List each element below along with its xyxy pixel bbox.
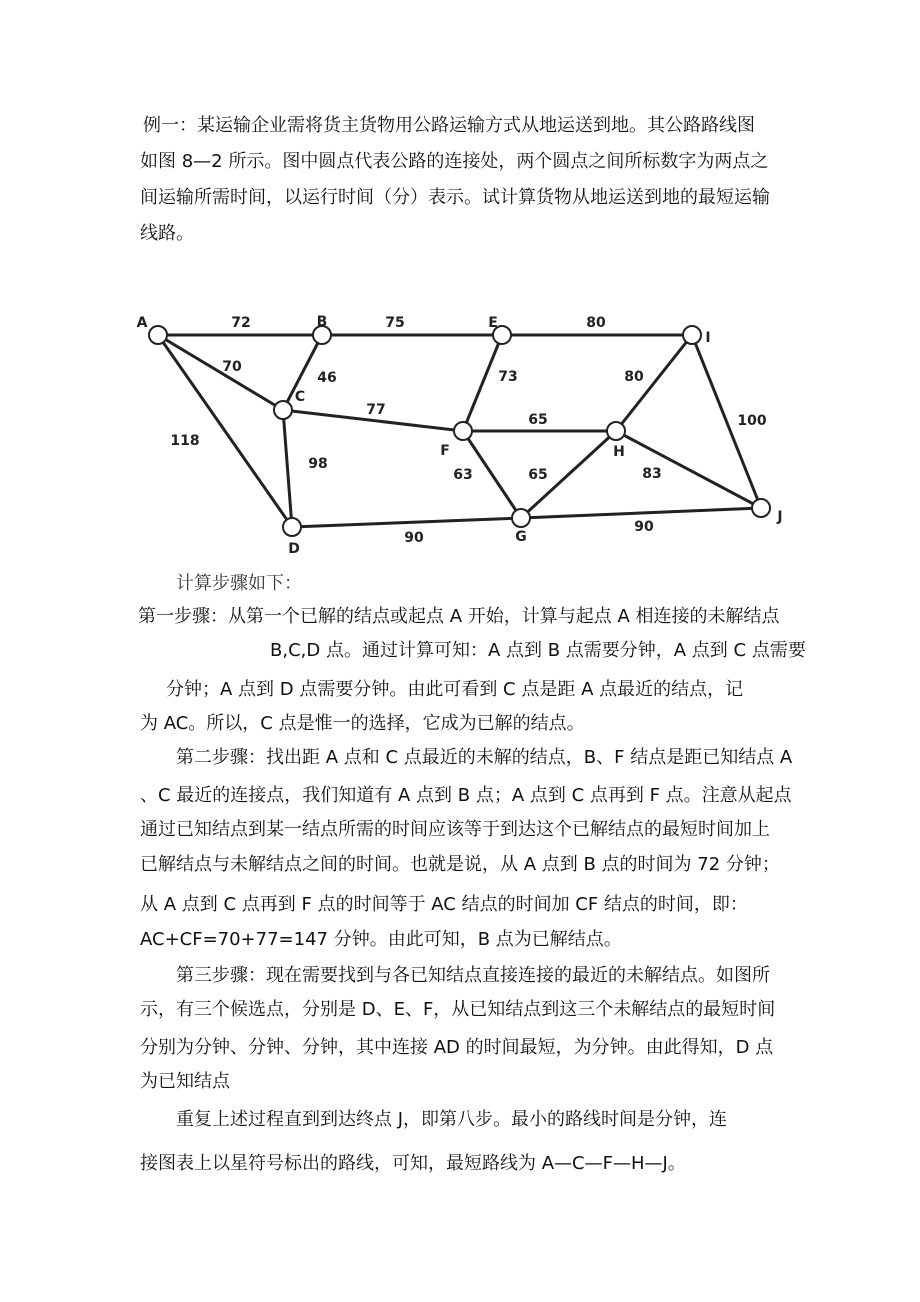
- edge-weight-D-G: 90: [404, 530, 424, 546]
- node-label-G: G: [515, 529, 527, 545]
- step2-line-1: 第二步骤：找出距 A 点和 C 点最近的未解的结点，B、F 结点是距已知结点 A: [176, 747, 793, 768]
- road-network-diagram: [130, 305, 790, 560]
- node-H: [607, 422, 625, 440]
- edge-weight-F-H: 65: [528, 412, 548, 428]
- edge-weight-G-J: 90: [634, 519, 654, 535]
- node-label-D: D: [288, 541, 300, 557]
- node-J: [752, 499, 770, 517]
- node-F: [454, 422, 472, 440]
- edge-weight-H-I: 80: [624, 369, 644, 385]
- node-label-F: F: [440, 443, 450, 459]
- node-C: [274, 401, 292, 419]
- step1-line-1: 第一步骤：从第一个已解的结点或起点 A 开始，计算与起点 A 相连接的未解结点: [138, 606, 780, 627]
- step3-line-3: 分别为分钟、分钟、分钟，其中连接 AD 的时间最短，为分钟。由此得知，D 点: [140, 1037, 774, 1058]
- node-label-I: I: [705, 330, 711, 346]
- edge-weight-B-C: 46: [317, 370, 337, 386]
- edge-weight-I-J: 100: [737, 413, 767, 429]
- edge-D-G: [292, 518, 521, 527]
- edge-weight-C-D: 98: [308, 456, 328, 472]
- step3-line-4: 为已知结点: [140, 1071, 230, 1092]
- step2-line-4: 已解结点与未解结点之间的时间。也就是说，从 A 点到 B 点的时间为 72 分钟；: [140, 854, 780, 875]
- edge-C-D: [283, 410, 292, 527]
- node-label-J: J: [777, 509, 783, 525]
- edge-weight-E-F: 73: [498, 369, 518, 385]
- intro-line-2: 如图 8—2 所示。图中圆点代表公路的连接处，两个圆点之间所标数字为两点之: [140, 151, 769, 172]
- edge-weight-G-H: 65: [528, 467, 548, 483]
- steps-heading: 计算步骤如下：: [176, 573, 302, 594]
- edge-weight-A-C: 70: [222, 359, 242, 375]
- edge-weight-F-G: 63: [453, 467, 473, 483]
- edge-weight-B-E: 75: [385, 315, 405, 331]
- repeat-line-2: 接图表上以星符号标出的路线，可知，最短路线为 A—C—F—H—J。: [140, 1153, 686, 1174]
- node-I: [683, 326, 701, 344]
- step1-line-4: 为 AC。所以，C 点是惟一的选择，它成为已解的结点。: [140, 713, 585, 734]
- node-label-B: B: [316, 314, 328, 330]
- step2-line-6: AC+CF=70+77=147 分钟。由此可知，B 点为已解结点。: [140, 929, 622, 950]
- node-D: [283, 518, 301, 536]
- node-label-H: H: [613, 444, 625, 460]
- node-label-C: C: [294, 389, 306, 405]
- step2-line-3: 通过已知结点到某一结点所需的时间应该等于到达这个已解结点的最短时间加上: [140, 819, 770, 840]
- intro-line-1: 例一：某运输企业需将货主货物用公路运输方式从地运送到地。其公路路线图: [143, 115, 755, 136]
- step3-line-1: 第三步骤：现在需要找到与各已知结点直接连接的最近的未解结点。如图所: [176, 965, 770, 986]
- edge-weight-H-J: 83: [642, 466, 662, 482]
- edge-weight-A-B: 72: [231, 315, 251, 331]
- edge-E-F: [463, 335, 502, 431]
- node-label-A: A: [136, 315, 148, 331]
- step1-line-2: B,C,D 点。通过计算可知：A 点到 B 点需要分钟，A 点到 C 点需要: [270, 640, 806, 661]
- step1-line-3: 分钟；A 点到 D 点需要分钟。由此可看到 C 点是距 A 点最近的结点，记: [166, 679, 744, 700]
- node-G: [512, 509, 530, 527]
- step2-line-2: 、C 最近的连接点，我们知道有 A 点到 B 点；A 点到 C 点再到 F 点。注意从起点: [140, 785, 792, 806]
- edge-weight-C-F: 77: [366, 402, 386, 418]
- edge-A-C: [158, 335, 283, 410]
- edge-G-J: [521, 508, 761, 518]
- intro-line-4: 线路。: [140, 223, 194, 244]
- edge-H-J: [616, 431, 761, 508]
- edge-weight-A-D: 118: [170, 433, 200, 449]
- node-label-E: E: [488, 315, 498, 331]
- intro-line-3: 间运输所需时间，以运行时间（分）表示。试计算货物从地运送到地的最短运输: [140, 187, 770, 208]
- node-A: [149, 326, 167, 344]
- step2-line-5: 从 A 点到 C 点再到 F 点的时间等于 AC 结点的时间加 CF 结点的时间，即：: [140, 894, 748, 915]
- repeat-line-1: 重复上述过程直到到达终点 J，即第八步。最小的路线时间是分钟，连: [176, 1109, 728, 1130]
- edge-weight-E-I: 80: [586, 315, 606, 331]
- step3-line-2: 示，有三个候选点，分别是 D、E、F，从已知结点到这三个未解结点的最短时间: [140, 999, 776, 1020]
